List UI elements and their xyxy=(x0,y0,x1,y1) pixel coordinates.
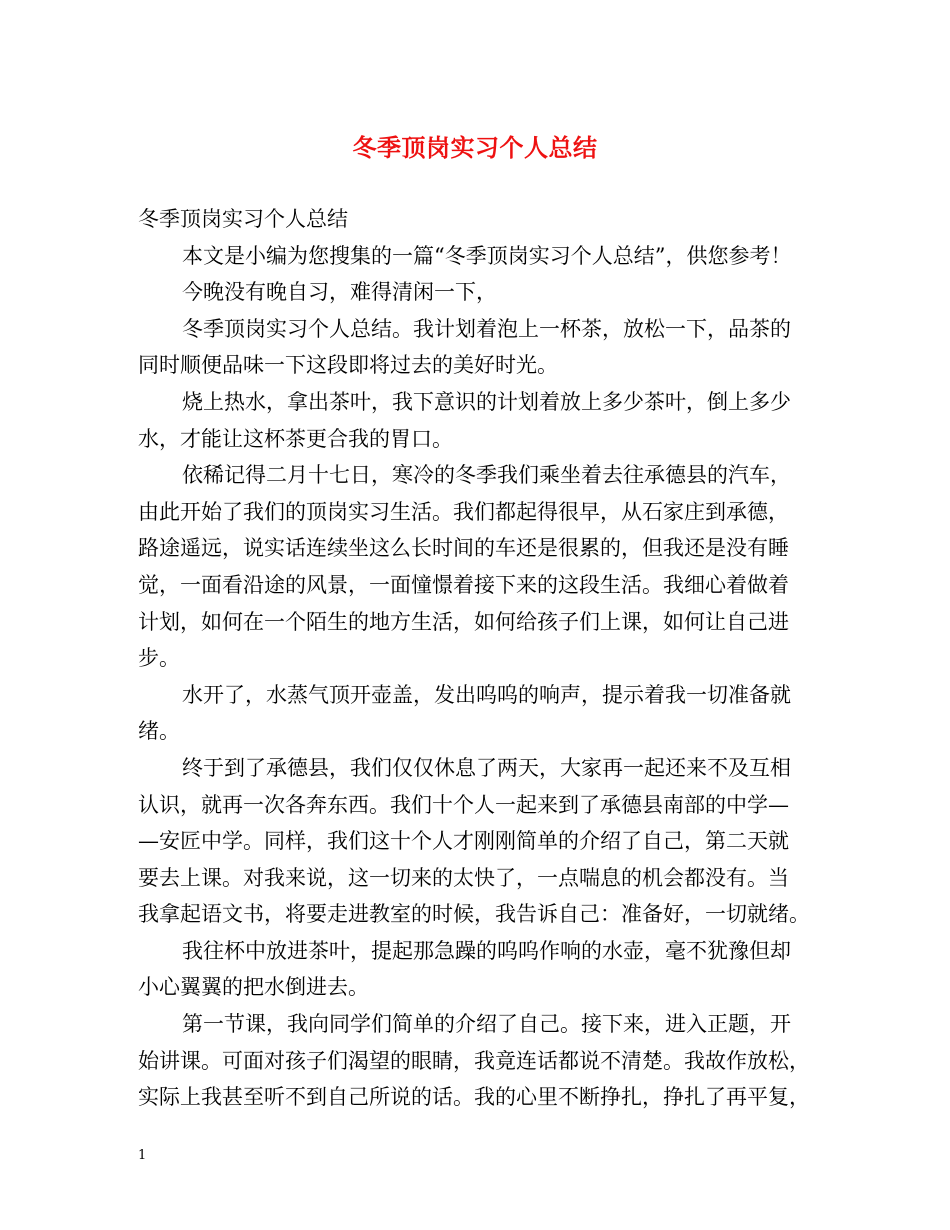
text-line: 由此开始了我们的顶岗实习生活。我们都起得很早，从石家庄到承德， xyxy=(138,499,789,524)
paragraph xyxy=(138,1006,828,1116)
text-line: 觉，一面看沿途的风景，一面憧憬着接下来的这段生活。我细心着做着 xyxy=(138,572,789,597)
text-line: 冬季顶岗实习个人总结。我计划着泡上一杯茶，放松一下，品茶的 xyxy=(182,316,791,341)
paragraph xyxy=(138,238,828,275)
text-line: 同时顺便品味一下这段即将过去的美好时光。 xyxy=(138,353,558,378)
page-number: 1 xyxy=(138,1148,147,1163)
text-line: 绪。 xyxy=(138,719,180,744)
paragraph xyxy=(138,677,828,750)
text-line: 本文是小编为您搜集的一篇“冬季顶岗实习个人总结”，供您参考！ xyxy=(182,243,792,268)
paragraph xyxy=(138,201,828,238)
paragraph xyxy=(138,274,828,311)
text-line: 冬季顶岗实习个人总结 xyxy=(138,207,348,231)
document-title: 冬季顶岗实习个人总结 xyxy=(352,133,598,162)
text-line: —安匠中学。同样，我们这十个人才刚刚简单的介绍了自己，第二天就 xyxy=(138,829,789,854)
text-line: 始讲课。可面对孩子们渴望的眼睛，我竟连话都说不清楚。我故作放松， xyxy=(138,1048,810,1073)
text-line: 认识，就再一次各奔东西。我们十个人一起来到了承德县南部的中学— xyxy=(138,792,789,817)
paragraph xyxy=(138,457,828,677)
text-line: 烧上热水，拿出茶叶，我下意识的计划着放上多少茶叶，倒上多少 xyxy=(182,389,791,414)
paragraph xyxy=(138,311,828,384)
text-line: 我往杯中放进茶叶，提起那急躁的呜呜作响的水壶，毫不犹豫但却 xyxy=(182,938,791,963)
text-line: 第一节课，我向同学们简单的介绍了自己。接下来，进入正题，开 xyxy=(182,1012,791,1037)
paragraph xyxy=(138,384,828,457)
paragraph xyxy=(138,750,828,933)
text-line: 终于到了承德县，我们仅仅休息了两天，大家再一起还来不及互相 xyxy=(182,755,791,780)
text-line: 路途遥远，说实话连续坐这么长时间的车还是很累的，但我还是没有睡 xyxy=(138,536,789,561)
text-line: 依稀记得二月十七日，寒冷的冬季我们乘坐着去往承德县的汽车， xyxy=(182,463,791,488)
text-line: 小心翼翼的把水倒进去。 xyxy=(138,975,369,1000)
text-line: 水，才能让这杯茶更合我的胃口。 xyxy=(138,426,453,451)
paragraph xyxy=(138,933,828,1006)
text-line: 步。 xyxy=(138,646,180,671)
text-line: 计划，如何在一个陌生的地方生活，如何给孩子们上课，如何让自己进 xyxy=(138,609,789,634)
text-line: 今晚没有晚自习，难得清闲一下， xyxy=(182,280,497,305)
document-body xyxy=(138,201,828,1116)
text-line: 要去上课。对我来说，这一切来的太快了，一点喘息的机会都没有。当 xyxy=(138,865,789,890)
text-line: 实际上我甚至听不到自己所说的话。我的心里不断挣扎，挣扎了再平复， xyxy=(138,1085,810,1110)
text-line: 水开了，水蒸气顶开壶盖，发出呜呜的响声，提示着我一切准备就 xyxy=(182,682,791,707)
text-line: 我拿起语文书，将要走进教室的时候，我告诉自己：准备好，一切就绪。 xyxy=(138,902,810,927)
